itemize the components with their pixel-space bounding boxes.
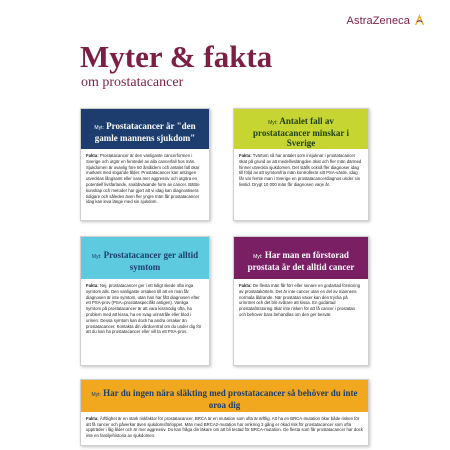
myth-headline: Har man en förstorad prostata är det alltid cancer xyxy=(247,250,355,272)
fact-label: Fakta: xyxy=(86,283,99,288)
fact-text: De flesta män får förr eller senare en godartad förstoring av prostatakörteln. Det är inte cancer utan en del av mannens normala åldrande. När prostatan växer kan den trycka på urinröret och det blir svårare att kissa. En godartad prostataförstoring ökar inte risken för att få cancer i prostatan och behöver bara behandlas om den ger besvär. xyxy=(239,283,361,317)
myth-card-2 xyxy=(233,108,369,221)
myth-headline: Antalet fall av prostatacancer minskar i Sverige xyxy=(253,116,349,148)
myth-tag: Myt: xyxy=(91,254,102,260)
myth-card-4 xyxy=(233,236,369,366)
myth-tag: Myt: xyxy=(268,120,278,126)
fact-body xyxy=(81,279,209,339)
fact-body xyxy=(81,412,368,442)
brand-name: AstraZeneca xyxy=(346,14,410,27)
fact-text: Prostatacancer är den vanligaste cancerformen i Sverige och utgör en femtedel av alla cancerfall hos män. Sjukdomen är ovanlig före 50 årsåldern och antalet fall ökar markant med stigande ålder. Prostatacancer kan antingen utvecklas långsamt eller vara mer aggressiv och utgöra en potentiell livsfarlande, snabbväxande form av cancer. Bättre kunskap och metoder har gjort att vi idag kan diagnostisera tidigare och således även fler yngre män får prostatacancer idag kan leva länge med sin sjukdom. xyxy=(86,153,200,205)
fact-label: Fakta: xyxy=(239,283,252,288)
fact-body xyxy=(234,149,368,192)
myth-tag: Myt: xyxy=(94,125,104,131)
myth-card-1 xyxy=(80,108,210,221)
myth-card-header xyxy=(234,109,368,149)
myth-tag: Myt: xyxy=(253,254,263,260)
myth-card-header xyxy=(81,380,368,412)
page-subtitle: om prostatacancer xyxy=(81,75,184,90)
myth-card-header xyxy=(81,109,209,149)
fact-body xyxy=(81,149,209,209)
myth-card-header xyxy=(81,237,209,279)
page-title: Myter & fakta xyxy=(80,39,273,74)
myth-card-3 xyxy=(80,236,210,366)
fact-body xyxy=(234,279,368,322)
fact-text: Ärftlighet är en stark riskfaktor för prostatacancer, BRCA är en mutation som ofta är ärftlig. Att ha en BRCA-mutation ökar både risken för att få cancer och påverkar även sjukdomsförloppet. Män med BRCA2-mutation har omkring 3 gång er ökad risk för prostatacancer som ofta uppträder i låg ålder och är mer aggressiv. Du kan fråga din läkare om att bli testad för BRCA-mutation. De flesta som får prostatacancer har dock inte en familjehistoria av sjukdomen. xyxy=(86,416,363,438)
fact-label: Fakta: xyxy=(86,153,99,158)
myth-card-header xyxy=(234,237,368,279)
fact-text: Nej, prostatacancer ger i ett tidigt skede ofta inga symtom alls. Den vanligaste orsaken till att en man får diagnosen är inte symtom, utan han har fått diagnosen efter ett PSA-prov (PSA=prostataspecifikt antigen). Vanliga symtom på prostatacancer är att vara kissnödig ofta, ha problem med att kissa, ha en svag urinstråle eller blod i urinen. Dessa symtom kan dock ha andra orsaker än prostatacancer. Kontakta din vårdcentral om du under dig för att du kan ha prostatacancer eller vill ta ett PSA-prov. xyxy=(86,283,202,335)
myth-card-5 xyxy=(80,379,369,446)
astrazeneca-logo xyxy=(347,14,426,27)
fact-label: Fakta: xyxy=(239,153,252,158)
astrazeneca-symbol-icon xyxy=(413,14,426,27)
myth-headline: Prostatacancer är "den gamle mannens sjukdom" xyxy=(94,121,196,143)
fact-text: Tvärtom så har antalet som insjuknar i prostatacancer ökat på grund av att medellivslängden ökat och fler män därmed hinner utveckla sjukdomen. Det ställs också fler diagnoser idag till följd av att symtomfria män kontrollerar sitt PSA-värde. Idag får var femte man i Sverige en prostatacancerdiagnos under sin livstid. Drygt 10 000 män får diagnosen varje år. xyxy=(239,153,362,187)
myth-headline: Har du ingen nära släkting med prostatacancer så behöver du inte oroa dig xyxy=(103,388,358,410)
myth-headline: Prostatacancer ger alltid symtom xyxy=(103,250,199,272)
myth-tag: Myt: xyxy=(91,392,101,398)
fact-label: Fakta: xyxy=(86,416,99,421)
